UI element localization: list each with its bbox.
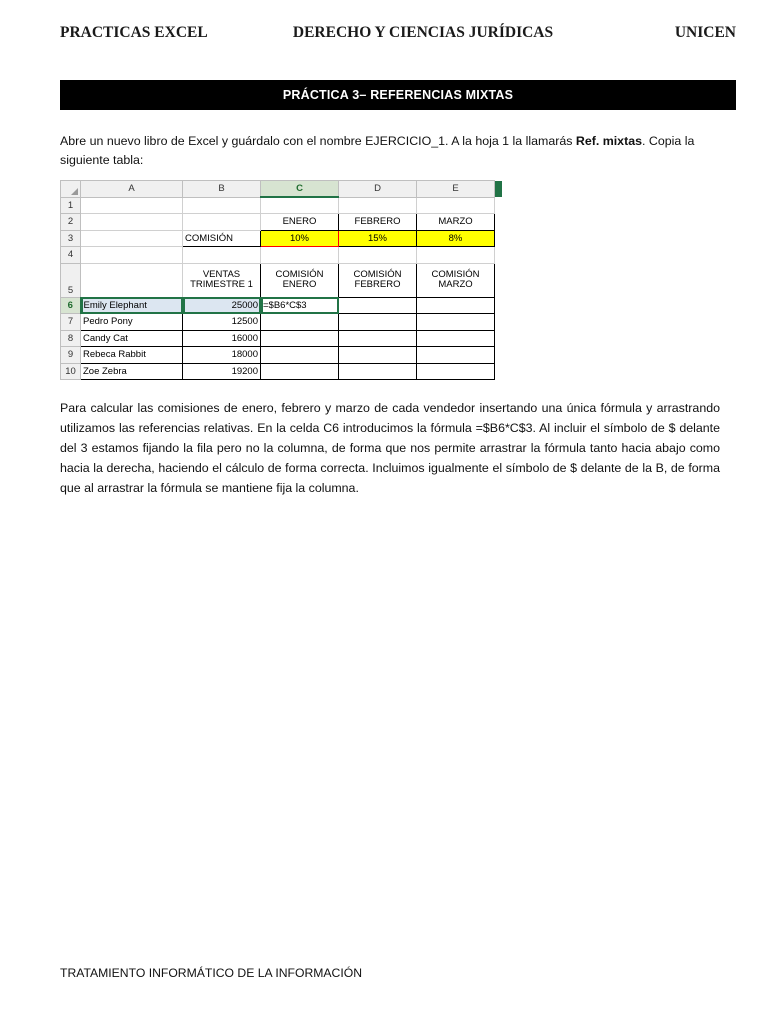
cell-c1[interactable] — [261, 197, 339, 214]
table-row — [61, 363, 503, 380]
cell-e6[interactable] — [417, 297, 495, 314]
cell-b5-line2: TRIMESTRE 1 — [190, 279, 253, 290]
intro-text-part2: . Copia la siguiente tabla: — [60, 134, 695, 168]
cell-e3[interactable]: 8% — [417, 230, 495, 247]
cell-b7[interactable]: 12500 — [183, 314, 261, 331]
cell-d8[interactable] — [339, 330, 417, 347]
cell-e9[interactable] — [417, 347, 495, 364]
cell-d7[interactable] — [339, 314, 417, 331]
cell-b4[interactable] — [183, 247, 261, 264]
cell-d4[interactable] — [339, 247, 417, 264]
document-header — [60, 24, 736, 50]
spreadsheet-grid — [60, 180, 503, 380]
row-header-8[interactable]: 8 — [61, 330, 81, 347]
cell-d5-line2: FEBRERO — [354, 279, 401, 290]
cell-d6[interactable] — [339, 297, 417, 314]
cell-e1[interactable] — [417, 197, 495, 214]
cell-c10[interactable] — [261, 363, 339, 380]
cell-b5-line1: VENTAS — [202, 269, 241, 281]
row-header-6[interactable]: 6 — [61, 297, 81, 314]
cell-e5[interactable] — [417, 263, 495, 297]
cell-a3[interactable] — [81, 230, 183, 247]
row-pad-5 — [495, 263, 503, 297]
cell-e2[interactable]: MARZO — [417, 214, 495, 231]
cell-d5-line1: COMISIÓN — [353, 269, 402, 281]
header-left-text: PRACTICAS EXCEL — [60, 24, 208, 41]
cell-a2[interactable] — [81, 214, 183, 231]
cell-b6[interactable]: 25000 — [183, 297, 261, 314]
select-all-corner[interactable] — [61, 181, 81, 198]
cell-c5-line2: ENERO — [282, 279, 317, 290]
row-header-1[interactable]: 1 — [61, 197, 81, 214]
row-header-4[interactable]: 4 — [61, 247, 81, 264]
cell-b5[interactable] — [183, 263, 261, 297]
column-header-c[interactable]: C — [261, 181, 339, 198]
cell-e5-line2: MARZO — [438, 279, 473, 290]
cell-c6[interactable]: =$B6*C$3 — [261, 297, 339, 314]
column-header-e[interactable]: E — [417, 181, 495, 198]
row-header-9[interactable]: 9 — [61, 347, 81, 364]
cell-d9[interactable] — [339, 347, 417, 364]
cell-c3[interactable]: 10% — [261, 230, 339, 247]
table-row — [61, 347, 503, 364]
cell-d5[interactable] — [339, 263, 417, 297]
cell-d3[interactable]: 15% — [339, 230, 417, 247]
table-row — [61, 247, 503, 264]
intro-text-part1: Abre un nuevo libro de Excel y guárdalo con el nombre EJERCICIO_1. A la hoja 1 la llamarás — [60, 134, 576, 148]
cell-e5-line1: COMISIÓN — [431, 269, 480, 281]
cell-a7[interactable]: Pedro Pony — [81, 314, 183, 331]
table-row — [61, 297, 503, 314]
cell-a1[interactable] — [81, 197, 183, 214]
cell-a5[interactable] — [81, 263, 183, 297]
column-header-row — [61, 181, 503, 198]
cell-b9[interactable]: 18000 — [183, 347, 261, 364]
cell-c2[interactable]: ENERO — [261, 214, 339, 231]
cell-c4[interactable] — [261, 247, 339, 264]
cell-b2[interactable] — [183, 214, 261, 231]
header-right-text: UNICEN — [674, 24, 736, 41]
cell-e4[interactable] — [417, 247, 495, 264]
cell-c8[interactable] — [261, 330, 339, 347]
row-pad-8 — [495, 330, 503, 347]
column-header-d[interactable]: D — [339, 181, 417, 198]
cell-d1[interactable] — [339, 197, 417, 214]
row-pad-7 — [495, 314, 503, 331]
cell-b3[interactable]: COMISIÓN — [183, 230, 261, 247]
row-header-10[interactable]: 10 — [61, 363, 81, 380]
cell-a4[interactable] — [81, 247, 183, 264]
row-pad-1 — [495, 197, 503, 214]
row-header-3[interactable]: 3 — [61, 230, 81, 247]
row-pad-3 — [495, 230, 503, 247]
column-header-a[interactable]: A — [81, 181, 183, 198]
row-pad-9 — [495, 347, 503, 364]
cell-a6[interactable]: Emily Elephant — [81, 297, 183, 314]
table-row — [61, 314, 503, 331]
column-header-b[interactable]: B — [183, 181, 261, 198]
cell-b8[interactable]: 16000 — [183, 330, 261, 347]
intro-sheet-name: Ref. mixtas — [575, 134, 642, 148]
cell-b1[interactable] — [183, 197, 261, 214]
grid-edge-marker — [495, 181, 503, 198]
cell-c5-line1: COMISIÓN — [275, 269, 324, 281]
cell-c9[interactable] — [261, 347, 339, 364]
row-pad-10 — [495, 363, 503, 380]
spreadsheet-screenshot — [60, 180, 503, 380]
row-pad-2 — [495, 214, 503, 231]
row-pad-4 — [495, 247, 503, 264]
row-header-2[interactable]: 2 — [61, 214, 81, 231]
cell-d2[interactable]: FEBRERO — [339, 214, 417, 231]
intro-paragraph — [60, 132, 720, 170]
table-row — [61, 263, 503, 297]
practice-title-text: PRÁCTICA 3– REFERENCIAS MIXTAS — [282, 88, 514, 102]
row-header-7[interactable]: 7 — [61, 314, 81, 331]
cell-d10[interactable] — [339, 363, 417, 380]
cell-e10[interactable] — [417, 363, 495, 380]
table-row — [61, 330, 503, 347]
table-row — [61, 197, 503, 214]
row-pad-6 — [495, 297, 503, 314]
explanation-paragraph: Para calcular las comisiones de enero, febrero y marzo de cada vendedor insertando una única fórmula y arrastrando utilizamos las referencias relativas. En la celda C6 introducimos la fórmula =$B6*C$3. Al incluir el símbolo de $ delante del 3 estamos fijando la fila pero no la columna, de forma que nos permite arrastrar la fórmula tanto hacia abajo como hacia la derecha, haciendo el cálculo de forma correcta. Incluimos igualmente el símbolo de $ delante de la B, de forma que al arrastrar la fórmula se mantiene fija la columna. — [60, 401, 720, 496]
header-center-text: DERECHO Y CIENCIAS JURÍDICAS — [292, 24, 554, 41]
cell-e7[interactable] — [417, 314, 495, 331]
cell-a9[interactable]: Rebeca Rabbit — [81, 347, 183, 364]
table-row — [61, 214, 503, 231]
document-footer: TRATAMIENTO INFORMÁTICO DE LA INFORMACIÓN — [60, 966, 362, 980]
table-row — [61, 230, 503, 247]
cell-c7[interactable] — [261, 314, 339, 331]
cell-b10[interactable]: 19200 — [183, 363, 261, 380]
cell-a8[interactable]: Candy Cat — [81, 330, 183, 347]
cell-e8[interactable] — [417, 330, 495, 347]
practice-title-bar — [60, 80, 736, 110]
cell-a10[interactable]: Zoe Zebra — [81, 363, 183, 380]
row-header-5[interactable]: 5 — [61, 263, 81, 297]
cell-c5[interactable] — [261, 263, 339, 297]
